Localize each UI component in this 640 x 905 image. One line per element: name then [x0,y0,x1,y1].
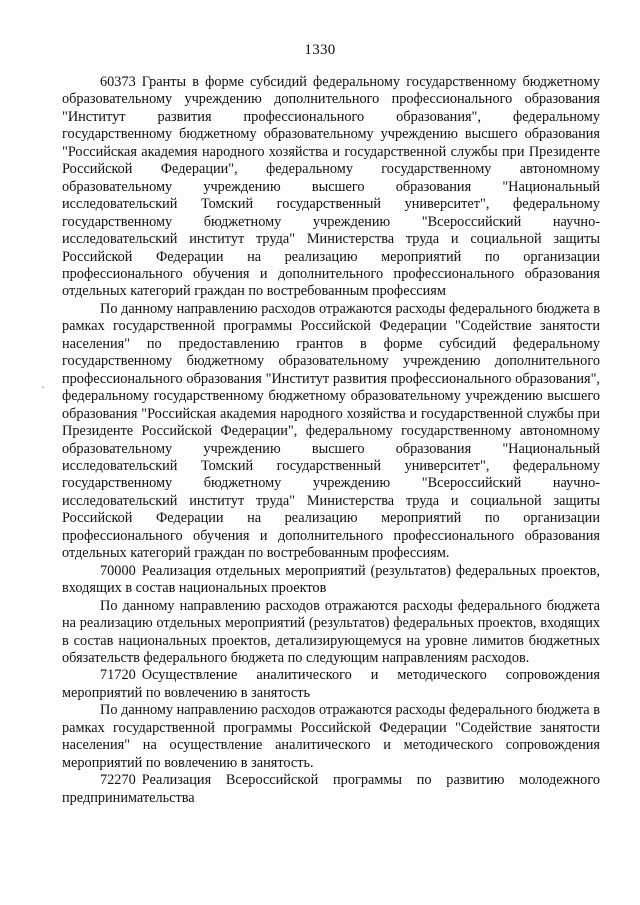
section-title: Реализация отдельных мероприятий (результатов) федеральных проектов, входящих в состав национальных проектов [62,562,600,597]
section-description-70000: По данному направлению расходов отражаются расходы федерального бюджета на реализацию отдельных мероприятий (результатов) федеральных проектов, входящих в состав национальных проектов, детализирующемуся на уровне лимитов бюджетных обязательств федерального бюджета по следующим направлениям расходов. [62,597,600,666]
section-code: 60373 [100,74,136,90]
section-title: Реализация Всероссийской программы по развитию молодежного предпринимательства [62,772,600,806]
section-title: Осуществление аналитического и методического сопровождения мероприятий по вовлечению в занятость [62,667,600,701]
section-description-71720: По данному направлению расходов отражаются расходы федерального бюджета в рамках государственной программы Российской Федерации "Содействие занятости населения" на осуществление аналитического и методического сопровождения мероприятий по вовлечению в занятость. [62,702,600,771]
section-code: 71720 [100,667,136,684]
section-description-60373: По данному направлению расходов отражаются расходы федерального бюджета в рамках государственной программы Российской Федерации "Содействие занятости населения" по предоставлению грантов в форме субсидий федеральному государственному бюджетному образовательному учреждению дополнительного профессионального образования "Институт развития профессионального образования", федеральному государственному бюджетному образовательному учреждению высшего образования "Российская академия народного хозяйства и государственной службы при Президенте Российской Федерации", федеральному государственному автономному образовательному учреждению высшего образования "Национальный исследовательский Томский государственный университет", федеральному государственному бюджетному учреждению "Всероссийский научно-исследовательский институт труда" Министерства труда и социальной защиты Российской Федерации на реализацию мероприятий по организации профессионального обучения и дополнительного профессионального образования отдельных категорий граждан по востребованным профессиям. [62,300,600,562]
section-heading-70000 [62,563,600,598]
section-heading-72270 [62,772,600,807]
section-code: 70000 [100,562,136,579]
section-heading-71720 [62,667,600,702]
document-body [62,74,600,807]
margin-mark: · [41,380,45,394]
section-heading-60373 [62,74,600,301]
section-title: Гранты в форме субсидий федеральному государственному бюджетному образовательному учреждению дополнительного профессионального образования "Институт развития профессионального образования", федеральному государственному бюджетному образовательному учреждению высшего образования "Российская академия народного хозяйства и государственной службы при Президенте Российской Федерации", федеральному государственному автономному образовательному учреждению высшего образования "Национальный исследовательский Томский государственный университет", федеральному государственному бюджетному учреждению "Всероссийский научно-исследовательский институт труда" Министерства труда и социальной защиты Российской Федерации на реализацию мероприятий по организации профессионального обучения и дополнительного профессионального образования отдельных категорий граждан по востребованным профессиям [62,74,600,300]
section-code: 72270 [100,772,136,789]
page-number: 1330 [304,42,336,58]
